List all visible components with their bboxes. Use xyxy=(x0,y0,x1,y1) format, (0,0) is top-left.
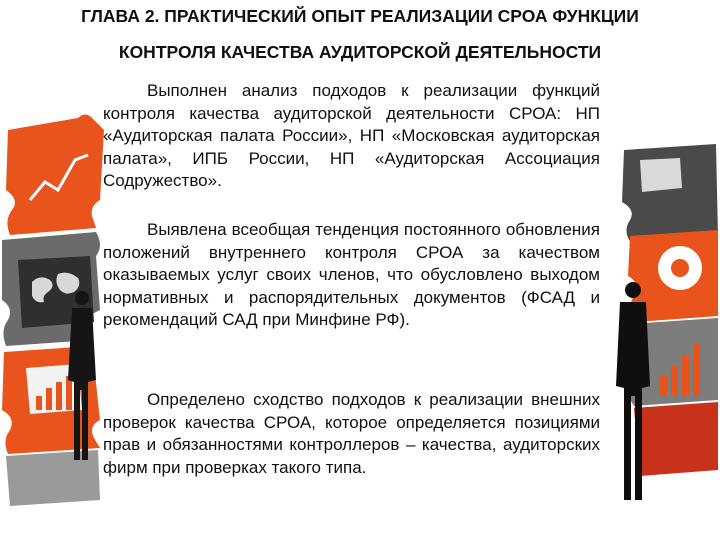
paragraph-trend: Выявлена всеобщая тенденция постоянного обновления положений внутреннего контроля СРОА за качеством оказываемых услуг своих членов, что обусловлено выходом нормативных и распорядительных документов (ФСАД и рекомендаций САД при Минфине РФ). xyxy=(103,220,600,329)
puzzle-piece-orange-top xyxy=(6,114,104,235)
puzzle-piece-light xyxy=(640,158,682,192)
left-puzzle-illustration xyxy=(0,60,112,530)
paragraph-analysis: Выполнен анализ подходов к реализации функций контроля качества аудиторской деятельности СРОА: НП «Аудиторская палата России», НП «Московская аудиторская палата», ИПБ России, НП «Аудиторская Ассоциация Содружество». xyxy=(103,81,600,190)
puzzle-piece-red-bottom xyxy=(634,402,718,476)
page-title-line-1: ГЛАВА 2. ПРАКТИЧЕСКИЙ ОПЫТ РЕАЛИЗАЦИИ СРОА ФУНКЦИИ xyxy=(81,6,639,26)
page-title-line-2: КОНТРОЛЯ КАЧЕСТВА АУДИТОРСКОЙ ДЕЯТЕЛЬНОСТИ xyxy=(118,42,602,62)
right-puzzle-illustration xyxy=(600,140,720,530)
gear-icon xyxy=(658,246,702,290)
paragraph-similarity: Определено сходство подходов к реализации внешних проверок качества СРОА, которое определяется позициями прав и обязанностями контроллеров – качества, аудиторских фирм при проверках такого типа. xyxy=(103,390,600,477)
